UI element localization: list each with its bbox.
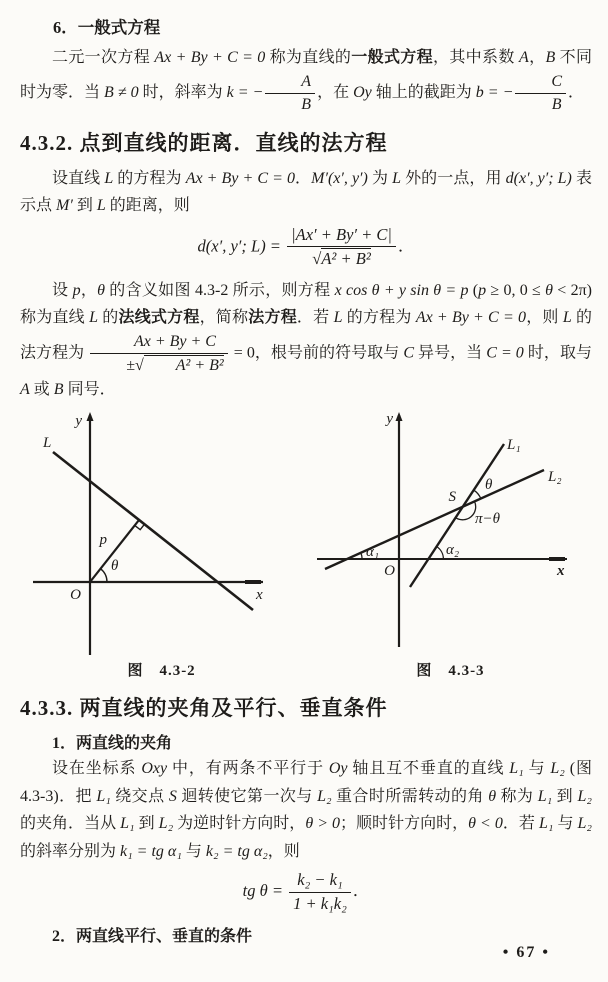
math-run: C <box>403 344 414 362</box>
text-run: ，则 <box>267 842 300 860</box>
text-run: ． <box>352 881 370 901</box>
math-run: p <box>478 281 487 299</box>
math-run: M′ <box>56 197 73 215</box>
text-run: 到 <box>134 815 159 833</box>
distance-definition-paragraph <box>20 165 592 220</box>
text-run: 的方程为 <box>342 309 416 327</box>
math-run: L₂ <box>550 760 565 778</box>
text-run: 二元一次方程 <box>52 49 155 66</box>
math-run: θ > 0 <box>305 815 341 833</box>
text-run: ≥ 0, 0 ≤ <box>486 281 546 299</box>
math-run: Oy <box>353 83 372 101</box>
text-run: ( <box>468 281 479 299</box>
math-run: d(x′, y′; L) <box>505 169 572 187</box>
math-run: B <box>545 49 556 66</box>
text-run: 异号，当 <box>413 344 487 362</box>
y-axis-arrow-icon <box>87 412 94 421</box>
math-run: d(x′, y′; L) = <box>197 235 286 255</box>
math-run: L₂ <box>577 787 592 805</box>
math-run: k = − <box>226 83 264 101</box>
text-run: ，在 <box>317 83 354 101</box>
math-run: x cos θ + y sin θ = p <box>334 281 469 299</box>
math-run: L <box>392 169 402 187</box>
text-run: ．若 <box>296 309 334 327</box>
text-run: 迴转使它第一次与 <box>176 787 318 805</box>
fraction: $\frac{\text{k₂ − k₁}}{\text{1 + k₁k₂}}$ <box>287 870 353 914</box>
text-run: 的法方程为 <box>20 309 592 362</box>
text-run: 中，有两条不平行于 <box>167 760 329 778</box>
math-run: L₁ <box>538 815 554 833</box>
text-run: ，则 <box>525 309 563 327</box>
text-run: 轴且互不垂直的直线 <box>347 760 510 778</box>
pi-minus-theta-label: π−θ <box>474 511 500 528</box>
math-run: b = − <box>475 83 514 101</box>
general-form-paragraph <box>20 44 592 115</box>
text-run: 设 <box>52 281 73 299</box>
text-run: 的夹角．当从 <box>20 815 121 833</box>
distance-formula <box>20 225 592 270</box>
text-run: < 2π) 称为直线 <box>20 281 592 327</box>
math-run: A <box>519 49 529 66</box>
text-run: 为 <box>367 169 393 187</box>
text-run: 到 <box>552 787 578 805</box>
math-run: C = 0 <box>486 344 524 362</box>
text-run: ，其中系数 <box>432 49 520 66</box>
text-run: 的方程为 <box>113 169 186 187</box>
x-axis-label: x <box>556 563 565 580</box>
text-run: ， <box>528 49 546 66</box>
y-axis-label: y <box>386 411 393 428</box>
text-run: 轴上的截距为 <box>371 83 476 101</box>
line-L-label: L <box>43 435 52 452</box>
y-axis-arrow-icon <box>395 412 402 421</box>
angle-between-lines-paragraph <box>20 755 592 865</box>
text-run: ． <box>294 169 312 187</box>
math-run: Ax + By + C = 0 <box>154 49 266 66</box>
text-run: 设直线 <box>52 169 105 187</box>
line-L2-label: L₂ <box>547 469 562 486</box>
math-run: Ax + By + C = 0 <box>415 309 526 327</box>
text-run: 到 <box>72 197 97 215</box>
math-run: θ < 0 <box>468 815 503 833</box>
intersection-S-label: S <box>448 489 456 506</box>
text-run: ， <box>80 281 98 299</box>
math-run: S <box>168 787 177 805</box>
text-run: 设在坐标系 <box>52 760 142 778</box>
text-run: 或 <box>29 380 54 398</box>
normal-equation-paragraph <box>20 277 592 404</box>
bold-term: 法线式方程 <box>118 309 200 327</box>
text-run: (图 4.3-3)．把 <box>20 760 592 805</box>
figure-4-3-3-drawing <box>309 407 599 659</box>
text-run: 同号． <box>63 380 116 398</box>
alpha2-arc <box>436 547 443 560</box>
bold-term: 法方程 <box>248 309 297 327</box>
math-run: B ≠ 0 <box>104 83 139 101</box>
tangent-formula <box>20 870 592 914</box>
theta-label: θ <box>111 558 119 575</box>
subsection-2-heading: 2．两直线平行、垂直的条件 <box>52 927 253 945</box>
alpha1-label: α₁ <box>365 544 379 561</box>
figure-4-3-2-drawing <box>20 407 306 659</box>
math-run: θ <box>545 281 553 299</box>
math-run: k₂ = tg α₂ <box>205 842 268 860</box>
math-run: B <box>53 380 64 398</box>
math-run: L₂ <box>158 815 174 833</box>
math-run: L₁ <box>120 815 135 833</box>
math-run: A <box>20 380 30 398</box>
math-run: L <box>333 309 343 327</box>
math-run: p <box>72 281 81 299</box>
fraction: $\frac{C}{B}$ <box>513 72 568 115</box>
y-axis-label: y <box>75 413 82 430</box>
text-run: 的斜率分别为 <box>20 842 121 860</box>
p-label: p <box>99 532 107 549</box>
text-run: ． <box>568 83 585 101</box>
line-L2 <box>325 470 544 569</box>
text-run: 与 <box>523 760 551 778</box>
text-run: ；顺时针方向时， <box>340 815 469 833</box>
figure-4-3-3 <box>309 407 592 680</box>
math-run: Oxy <box>141 760 168 778</box>
line-L1-label: L₁ <box>506 437 521 454</box>
text-run: ，简称 <box>199 309 249 327</box>
text-run: 绕交点 <box>110 787 169 805</box>
origin-label: O <box>70 587 81 604</box>
math-run: L <box>104 169 114 187</box>
figure-4-3-3-caption: 图 4.3-3 <box>416 663 485 680</box>
text-run: 与 <box>553 815 578 833</box>
math-run: Ax + By + C = 0 <box>185 169 295 187</box>
text-run: 称为直线的 <box>265 49 352 66</box>
theta-label: θ <box>484 477 493 494</box>
theta-arc <box>474 490 481 499</box>
math-run: k₁ = tg α₁ <box>120 842 182 860</box>
text-run: 重合时所需转动的角 <box>331 787 489 805</box>
text-run: ．若 <box>502 815 539 833</box>
figure-4-3-2-caption: 图 4.3-2 <box>127 663 196 680</box>
line-L <box>53 452 253 610</box>
fraction: $\frac{Ax + By + C}{\text{±√ A² + B²}}$ <box>88 332 230 376</box>
fraction: $\frac{|Ax' + By' + C|}{\text{√A² + B²}}$ <box>285 225 398 270</box>
subsection-6-heading: 6．一般式方程 <box>53 18 161 37</box>
text-run: 外的一点，用 <box>401 169 506 187</box>
text-run: 的 <box>98 309 119 327</box>
section-4-3-3-heading: 4.3.3. 两直线的夹角及平行、垂直条件 <box>20 696 388 721</box>
text-run: 为逆时针方向时， <box>173 815 306 833</box>
text-run: 称为 <box>496 787 538 805</box>
bold-term: 一般式方程 <box>351 49 433 66</box>
x-axis-label: x <box>256 587 263 604</box>
math-run: L <box>96 197 106 215</box>
math-run: θ <box>488 787 497 805</box>
theta-arc <box>101 569 108 582</box>
section-4-3-2-heading: 4.3.2. 点到直线的距离．直线的法方程 <box>20 130 388 155</box>
fraction: $\frac{A}{B}$ <box>263 72 317 115</box>
math-run: L₁ <box>96 787 111 805</box>
text-run: ． <box>397 235 415 255</box>
page-number: • 67 • <box>502 944 550 961</box>
figures-row <box>20 407 592 680</box>
math-run: L₂ <box>317 787 332 805</box>
math-run: L <box>89 309 99 327</box>
text-run: 与 <box>181 842 206 860</box>
alpha2-label: α₂ <box>445 542 459 559</box>
math-run: M′(x′, y′) <box>311 169 368 187</box>
math-run: tg θ = <box>242 881 288 901</box>
origin-label: O <box>384 563 395 580</box>
text-run: 时，取与 <box>523 344 592 362</box>
math-run: L₂ <box>577 815 592 833</box>
figure-4-3-2 <box>20 407 303 680</box>
text-run: 的含义如图 4.3-2 所示，则方程 <box>105 281 335 299</box>
text-run: 表示点 <box>20 169 592 215</box>
math-run: L <box>562 309 572 327</box>
text-run: 的距离，则 <box>105 197 190 215</box>
text-run: 时，斜率为 <box>138 83 227 101</box>
math-run: Oy <box>328 760 348 778</box>
text-run: 不同时为零．当 <box>20 49 592 101</box>
math-run: L₁ <box>509 760 524 778</box>
text-run: = 0，根号前的符号取与 <box>229 344 404 362</box>
math-run: θ <box>97 281 106 299</box>
subsection-1-heading: 1．两直线的夹角 <box>52 735 173 753</box>
math-run: L₁ <box>537 787 553 805</box>
